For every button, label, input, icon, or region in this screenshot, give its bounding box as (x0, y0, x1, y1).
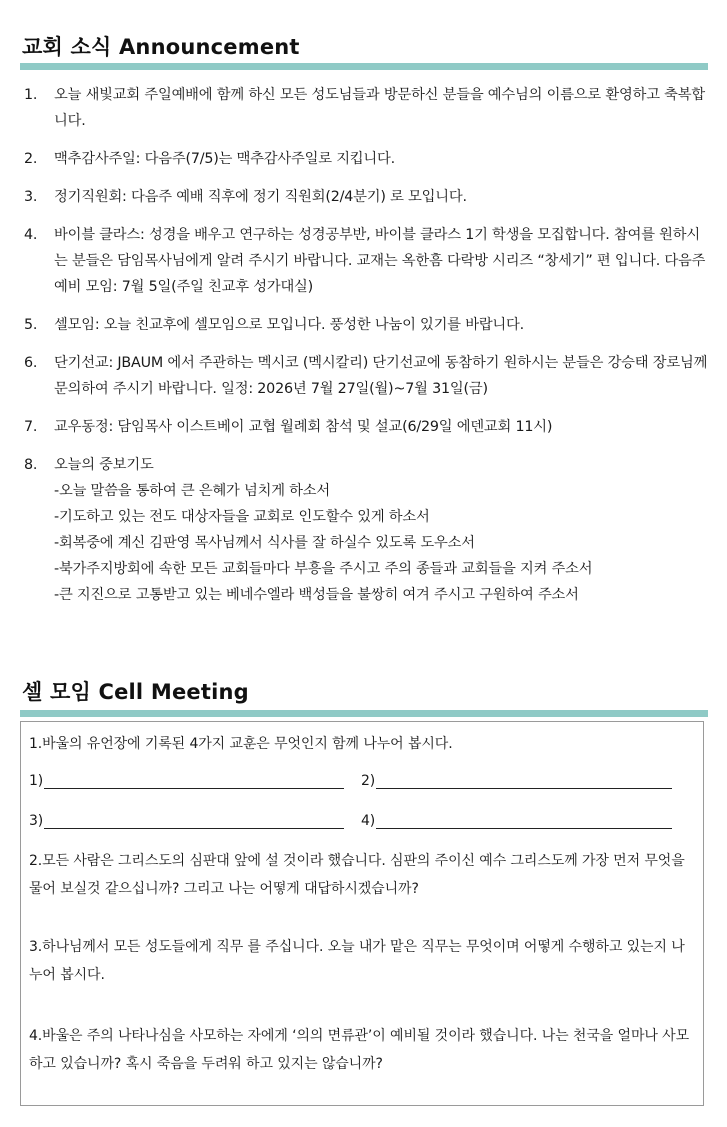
answer-row-2 (29, 812, 695, 836)
answer-blank-3[interactable] (29, 812, 344, 829)
blank-label: 1) (29, 773, 44, 789)
announcement-divider (20, 63, 708, 70)
list-item (24, 82, 710, 134)
list-item (24, 350, 710, 402)
cell-meeting-box (20, 721, 704, 1106)
prayer-item (24, 452, 710, 608)
item-number: 6. (24, 355, 38, 371)
question-2: 2.모든 사람은 그리스도의 심판대 앞에 설 것이라 했습니다. 심판의 주이신 예수 그리스도께 가장 먼저 무엇을 물어 보실것 같으십니까? 그리고 나는 어떻게 대답하시겠습니까? (29, 853, 685, 897)
prayer-line: -회복중에 계신 김판영 목사님께서 식사를 잘 하실수 있도록 도우소서 (54, 535, 475, 551)
list-item (24, 312, 710, 338)
list-item (24, 414, 710, 440)
answer-row-1 (29, 772, 695, 796)
list-item (24, 184, 710, 210)
question-3: 3.하나님께서 모든 성도들에게 직무 를 주십니다. 오늘 내가 맡은 직무는 무엇이며 어떻게 수행하고 있는지 나누어 봅시다. (29, 939, 685, 983)
cell-meeting-divider (20, 710, 708, 717)
item-text: 맥추감사주일: 다음주(7/5)는 맥추감사주일로 지킵니다. (54, 151, 395, 167)
item-number: 3. (24, 189, 38, 205)
item-text: 셀모임: 오늘 친교후에 셀모임으로 모입니다. 풍성한 나눔이 있기를 바랍니다. (54, 317, 524, 333)
answer-blank-4[interactable] (361, 812, 672, 829)
answer-blank-1[interactable] (29, 772, 344, 789)
item-text: 교우동정: 담임목사 이스트베이 교협 월례회 참석 및 설교(6/29일 에덴교회 11시) (54, 419, 553, 435)
blank-label: 4) (361, 813, 376, 829)
item-text: 오늘 새빛교회 주일예배에 함께 하신 모든 성도님들과 방문하신 분들을 예수님의 이름으로 환영하고 축복합니다. (54, 87, 706, 129)
list-item (24, 222, 710, 300)
question-4: 4.바울은 주의 나타나심을 사모하는 자에게 ‘의의 면류관’이 예비될 것이라 했습니다. 나는 천국을 얼마나 사모하고 있습니까? 혹시 죽음을 두려워 하고 있지는 않습니까? (29, 1028, 689, 1072)
prayer-line: -큰 지진으로 고통받고 있는 베네수엘라 백성들을 불쌍히 여겨 주시고 구원하여 주소서 (54, 587, 579, 603)
item-number: 1. (24, 87, 38, 103)
item-text: 바이블 클라스: 성경을 배우고 연구하는 성경공부반, 바이블 클라스 1기 학생을 모집합니다. 참여를 원하시는 분들은 담임목사님에게 알려 주시기 바랍니다. 교재는 옥한흠 다락방 시리즈 “창세기” 편 입니다. 다음주 예비 모임: 7월 5일(주일 친교후 성가대실) (54, 227, 706, 295)
answer-blank-2[interactable] (361, 772, 672, 789)
prayer-title: 오늘의 중보기도 (54, 457, 154, 473)
blank-label: 2) (361, 773, 376, 789)
prayer-line: -북가주지방회에 속한 모든 교회들마다 부흥을 주시고 주의 종들과 교회들을 지켜 주소서 (54, 561, 593, 577)
item-text: 단기선교: JBAUM 에서 주관하는 멕시코 (멕시칼리) 단기선교에 동참하기 원하시는 분들은 강승태 장로님께 문의하여 주시기 바랍니다. 일정: 2026년 7월 27일(월)~7월 31일(금) (54, 355, 708, 397)
item-number: 4. (24, 227, 38, 243)
list-item (24, 146, 710, 172)
prayer-line: -오늘 말씀을 통하여 큰 은혜가 넘치게 하소서 (54, 483, 331, 499)
item-number: 2. (24, 151, 38, 167)
announcement-list (24, 82, 710, 620)
blank-label: 3) (29, 813, 44, 829)
question-1: 1.바울의 유언장에 기록된 4가지 교훈은 무엇인지 함께 나누어 봅시다. (29, 736, 453, 752)
item-number: 8. (24, 457, 38, 473)
item-number: 7. (24, 419, 38, 435)
item-text: 정기직원회: 다음주 예배 직후에 정기 직원회(2/4분기) 로 모입니다. (54, 189, 467, 205)
prayer-line: -기도하고 있는 전도 대상자들을 교회로 인도할수 있게 하소서 (54, 509, 430, 525)
announcement-title: 교회 소식 Announcement (22, 35, 300, 59)
item-number: 5. (24, 317, 38, 333)
cell-meeting-title: 셀 모임 Cell Meeting (22, 680, 249, 704)
